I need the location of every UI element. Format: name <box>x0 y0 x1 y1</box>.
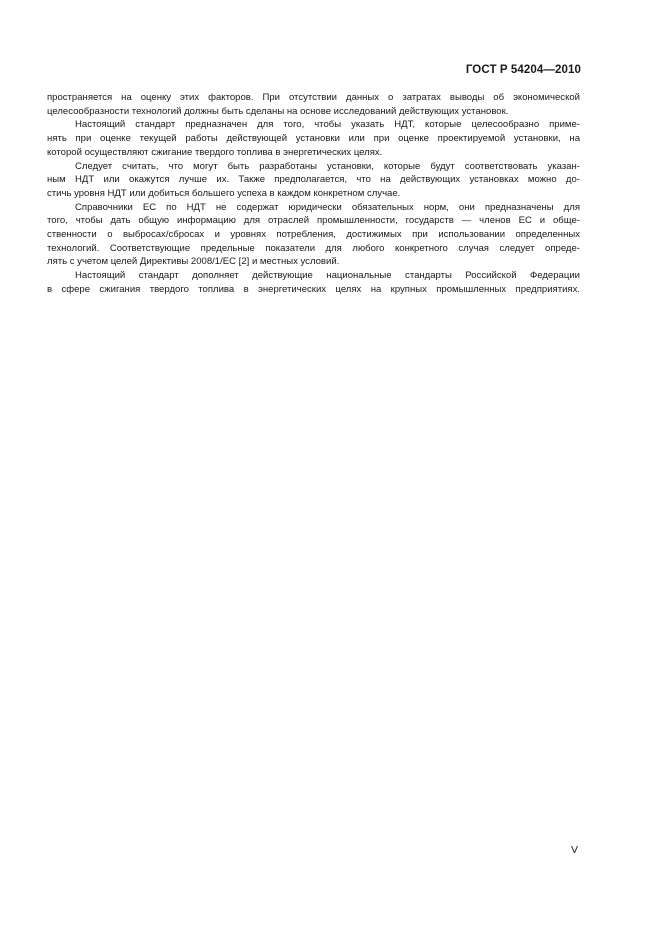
body-text <box>47 91 580 297</box>
text-line: пространяется на оценку этих факторов. При отсутствии данных о затратах выводы об экономической <box>47 92 580 103</box>
text-line: Настоящий стандарт дополняет действующие национальные стандарты Российской Федерации <box>75 270 580 282</box>
text-line: Справочники ЕС по НДТ не содержат юридически обязательных норм, они предназначены для <box>75 201 580 213</box>
text-line: которой осуществляют сжигание твердого топлива в энергетических целях. <box>47 146 383 158</box>
text-line: того, чтобы дать общую информацию для отраслей промышленности, государств — членов ЕС и обще- <box>47 215 580 227</box>
text-line: нять при оценке текущей работы действующей установки или при оценке проектируемой установки, на <box>47 133 580 145</box>
document-header: ГОСТ Р 54204—2010 <box>465 64 581 76</box>
page-number: V <box>570 844 578 856</box>
text-line: ственности о выбросах/сбросах и уровнях потребления, достижимых при использовании определенных <box>47 229 580 241</box>
text-line: ным НДТ или окажутся лучше их. Также предполагается, что на действующих установках можно до- <box>47 174 580 186</box>
text-line: Настоящий стандарт предназначен для того, чтобы указать НДТ, которые целесообразно приме- <box>75 119 580 131</box>
text-line: технологий. Соответствующие предельные показатели для любого конкретного случая следует опреде- <box>47 242 580 254</box>
text-line: стичь уровня НДТ или добиться большего успеха в каждом конкретном случае. <box>47 187 401 199</box>
text-line: в сфере сжигания твердого топлива в энергетических целях на крупных промышленных предприятиях. <box>47 283 580 295</box>
text-line: целесообразности технологий должны быть сделаны на основе исследований действующих установок. <box>47 105 509 117</box>
text-line: лять с учетом целей Директивы 2008/1/ЕС [2] и местных условий. <box>47 256 340 268</box>
text-line: Следует считать, что могут быть разработаны установки, которые будут соответствовать указан- <box>75 160 580 172</box>
